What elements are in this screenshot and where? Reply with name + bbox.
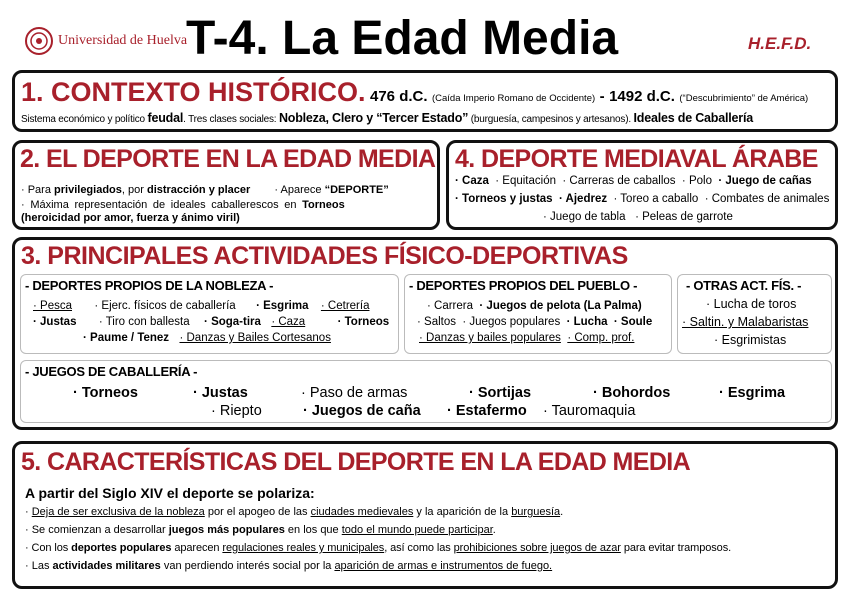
chivalry-title: - JUEGOS DE CABALLERÍA -: [25, 364, 198, 379]
author-tag: H.E.F.D.: [748, 34, 812, 53]
section2-heading: 2. EL DEPORTE EN LA EDAD MEDIA: [20, 145, 436, 173]
section-characteristics: 5. CARACTERÍSTICAS DEL DEPORTE EN LA EDAD MEDIA A partir del Siglo XIV el deporte se polariza: · Deja de ser exclusiva de la nobleza por el apogeo de las ciudades medievales y la aparición de la burguesía. · Se comienzan a desarrollar juegos más populares en los que todo el mundo puede participar. · Con los deportes populares aparecen regulaciones reales y municipales, así como las prohibiciones sobre juegos de azar para evitar tramposos. · Las actividades militares van perdiendo interés social por la aparición de armas e instrumentos de fuego.: [12, 441, 838, 589]
page-title: T-4. La Edad Media: [186, 12, 619, 65]
date-start-note: (Caída Imperio Romano de Occidente): [431, 93, 596, 104]
people-title: - DEPORTES PROPIOS DEL PUEBLO -: [409, 278, 638, 293]
section-context: 1. CONTEXTO HISTÓRICO. 476 d.C. (Caída Imperio Romano de Occidente) - 1492 d.C. (“Descubrimiento” de América) Sistema económico y político feudal. Tres clases sociales: Nobleza, Clero y “Tercer Estado” (burguesía, campesinos y artesanos). Ideales de Caballería: [12, 70, 838, 132]
other-title: - OTRAS ACT. FÍS. -: [686, 278, 802, 293]
section-activities: [12, 237, 838, 430]
nobility-sports-box: - DEPORTES PROPIOS DE LA NOBLEZA - · Pesca · Ejerc. físicos de caballería · Esgrima · Cetrería · Justas · Tiro con ballesta · Soga-tira · Caza · Torneos · Paume / Tenez · Danzas y Bailes Cortesanos: [20, 274, 399, 354]
date-end-note: (“Descubrimiento” de América): [679, 93, 809, 104]
other-activities-box: - OTRAS ACT. FÍS. - · Lucha de toros · Saltin. y Malabaristas · Esgrimistas: [677, 274, 832, 354]
logo-text: Universidad de Huelva: [58, 33, 188, 48]
section3-heading: 3. PRINCIPALES ACTIVIDADES FÍSICO-DEPORTIVAS: [21, 242, 628, 270]
section-arab-sport: 4. DEPORTE MEDIAVAL ÁRABE · Caza · Equitación · Carreras de caballos · Polo · Juego de cañas · Torneos y justas · Ajedrez · Toreo a caballo · Combates de animales · Juego de tabla · Peleas de garrote: [446, 140, 838, 230]
section-sport-middle-ages: 2. EL DEPORTE EN LA EDAD MEDIA · Para privilegiados, por distracción y placer · Aparece “DEPORTE” · Máxima representación de ideales caballerescos en Torneos (heroicidad por amor, fuerza y ánimo viril): [12, 140, 440, 230]
chivalry-games-box: - JUEGOS DE CABALLERÍA - · Torneos · Justas · Paso de armas · Sortijas · Bohordos · Esgrima · Riepto · Juegos de caña · Estafermo · Tauromaquia: [20, 360, 832, 423]
university-logo: [24, 26, 54, 61]
section4-heading: 4. DEPORTE MEDIAVAL ÁRABE: [455, 145, 818, 173]
nobility-title: - DEPORTES PROPIOS DE LA NOBLEZA -: [25, 278, 274, 293]
seal-icon: [24, 26, 54, 56]
people-sports-box: - DEPORTES PROPIOS DEL PUEBLO - · Carrera · Juegos de pelota (La Palma) · Saltos · Juegos populares · Lucha · Soule · Danzas y bailes populares · Comp. prof.: [404, 274, 672, 354]
characteristics-subtitle: A partir del Siglo XIV el deporte se polariza:: [25, 485, 315, 501]
date-end: 1492 d.C.: [609, 88, 675, 105]
context-line: Sistema económico y político feudal. Tres clases sociales: Nobleza, Clero y “Tercer Estado” (burguesía, campesinos y artesanos). Ideales de Caballería: [21, 111, 753, 125]
section1-heading: 1. CONTEXTO HISTÓRICO.: [21, 77, 366, 107]
date-start: 476 d.C.: [370, 88, 428, 105]
section5-heading: 5. CARACTERÍSTICAS DEL DEPORTE EN LA EDAD MEDIA: [21, 448, 691, 476]
